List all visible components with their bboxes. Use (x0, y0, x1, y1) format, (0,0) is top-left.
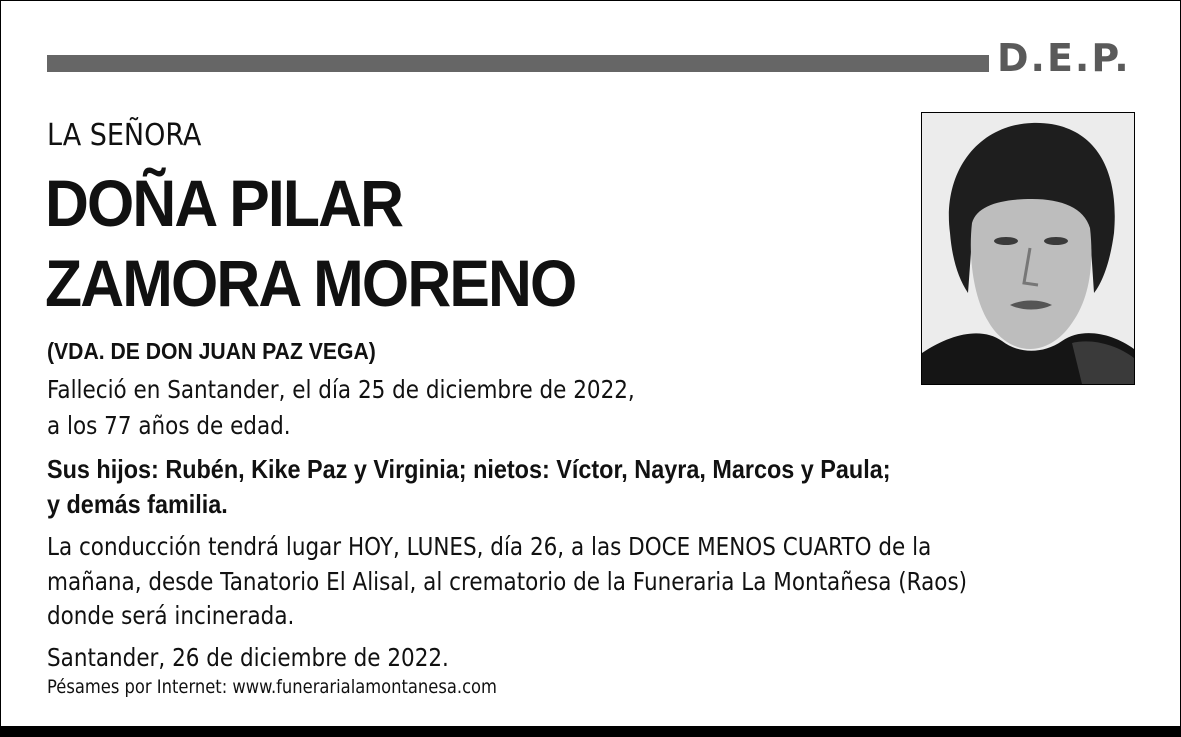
portrait-photo (921, 112, 1135, 385)
ceremony-line2: mañana, desde Tanatorio El Alisal, al crematorio de la Funeraria La Montañesa (Raos) (47, 567, 968, 596)
footer-rule (0, 726, 1181, 737)
family-line1: Sus hijos: Rubén, Kike Paz y Virginia; nietos: Víctor, Nayra, Marcos y Paula; (47, 454, 891, 484)
death-notice-line1: Falleció en Santander, el día 25 de diciembre de 2022, (47, 375, 635, 404)
deceased-name-line2: ZAMORA MORENO (45, 246, 576, 320)
condolences-link: Pésames por Internet: www.funerarialamontanesa.com (47, 676, 497, 698)
widow-of: (VDA. DE DON JUAN PAZ VEGA) (47, 338, 376, 364)
family-line2: y demás familia. (47, 489, 228, 519)
dep-label: D.E.P. (997, 36, 1131, 80)
deceased-name-line1: DOÑA PILAR (45, 166, 403, 240)
ceremony-line3: donde será incinerada. (47, 601, 295, 630)
header-rule (47, 55, 989, 72)
portrait-image (922, 113, 1134, 384)
honorific: LA SEÑORA (47, 118, 202, 153)
death-notice-line2: a los 77 años de edad. (47, 411, 291, 440)
ceremony-line1: La conducción tendrá lugar HOY, LUNES, día 26, a las DOCE MENOS CUARTO de la (47, 532, 932, 561)
place-date: Santander, 26 de diciembre de 2022. (47, 643, 449, 672)
